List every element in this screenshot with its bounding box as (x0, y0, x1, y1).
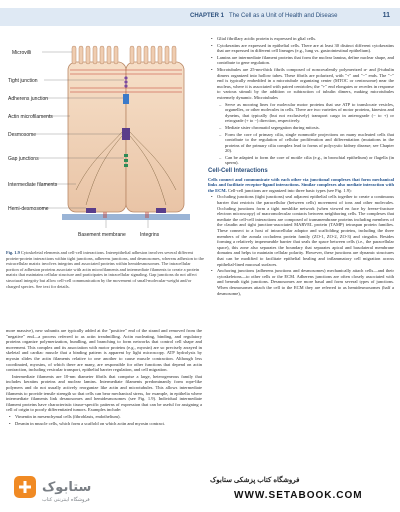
section-lead: Cells connect and communicate with each other via junctional complexes that form mechanical links and facilitate receptor-ligand interactions. Similar complexes also mediate interaction with the ECM. (208, 176, 394, 193)
list-item-anchoring-junctions: • Anchoring junctions (adherens junctions and desmosomes) mechanically attach cells—and their cytoskeletons—to other cells or the ECM. Adherens junctions are often closely associated with and beneath tight junctions. Desmosomes are more basal and form several types of junctions. When desmosomes attach the cell to the ECM they are referred to as hemidesmosomes (half a desmosome), (208, 268, 394, 296)
running-head (190, 13, 337, 19)
hemidesmosome-mark-left (86, 208, 96, 213)
label-tight-junction: Tight junction (8, 78, 38, 84)
right-column (208, 36, 394, 297)
sublist-item-motor-proteins: – Serve as mooring lines for molecular motor proteins that use ATP to translocate vesicles, organelles, or other molecules in cells. There are two varieties of motor proteins, kinesins and dyneins, that typically (but not exclusively) transport cargo in anterograde (− to +) or retrograde (+ to −) direction, respectively. (208, 102, 394, 124)
chapter-title: The Cell as a Unit of Health and Disease (229, 13, 338, 19)
list-item-lamins: • Lamins are intermediate filament proteins that form the nuclear lamina, define nuclear shape, and contribute to gene regulation. (208, 55, 394, 66)
section-heading: Cell-Cell Interactions (208, 168, 268, 175)
list-item-occluding-junctions: • Occluding junctions (tight junctions) seal adjacent epithelial cells together to create a continuous barrier that restricts the paracellular (between cells) movement of ions and other molecules. Occluding junctions form a tight meshlike network (when viewed en face by freeze-fracture electron microscopy) of macromolecular contacts between neighboring cells. The complexes that mediate the cell-cell interactions are composed of transmembrane proteins including members of the claudin and tight junction-associated MARVEL protein (TAMP) tetraspan protein families. These connect to a host of intracellular adaptor and scaffolding proteins, including the three members of the zonula occludens protein family (ZO-1, ZO-2, ZO-3) and cingulin. Besides forming a relatively impermeable barrier that seals the space between cells (i.e., the paracellular space), this zone also separates the boundary that separates apical and basolateral membrane domains and helps to maintain cellular polarity. However, these junctions are dynamic structures that can be modified to facilitate epithelial healing and inflammatory cell migration across epithelial-lined mucosal surfaces. (208, 194, 394, 267)
list-item-vimentin: • Vimentin in mesenchymal cells (fibroblasts, endothelium). (6, 414, 202, 420)
list-item-gfap: • Glial fibrillary acidic protein is expressed in glial cells. (208, 36, 394, 42)
label-gap-junctions: Gap junctions (8, 156, 39, 162)
figure-caption (6, 250, 204, 289)
label-basement-membrane: Basement membrane (78, 232, 126, 238)
left-column (6, 328, 202, 427)
footer-brand: فروشگاه کتاب پزشکی ستابوک (210, 477, 300, 484)
section-intro (208, 177, 394, 194)
label-intermediate-filaments: Intermediate filaments (8, 182, 58, 188)
sublist-item-chromatid: – Mediate sister chromatid segregation during mitosis. (208, 125, 394, 131)
list-item-desmin: • Desmin in muscle cells, which form a scaffold on which actin and myosin contract. (6, 421, 202, 427)
svg-text:فروشگاه اینترنتی کتاب: فروشگاه اینترنتی کتاب (42, 497, 90, 503)
label-actin-microfilaments: Actin microfilaments (8, 114, 53, 120)
label-desmosome: Desmosome (8, 132, 37, 138)
caption-label: Fig. 1.9 (6, 250, 20, 255)
microvilli-group (72, 46, 176, 64)
page-number: 11 (382, 12, 390, 19)
tight-junction-mark (124, 76, 127, 87)
setabook-logo (12, 470, 104, 506)
paragraph-intermediate-filaments: Intermediate filaments are 10-nm diameter fibrils that comprise a large, heterogeneous family that includes keratins proteins and nuclear lamins. Intermediate filaments predominantly form rope-like polymers and do not usually actively reorganize like actin and microtubules. This allows intermediate filaments to provide tensile strength so that cells can bear mechanical stress, for example, in epithelia where intermediate filaments link desmosomes and hemidesmosomes (see Fig. 1.9). Individual intermediate filament proteins have characteristic tissue-specific patterns of expression that can be useful for assigning a cell of origin to poorly differentiated tumors. Examples include: (6, 373, 202, 413)
chapter-label: CHAPTER 1 (190, 13, 225, 19)
label-microvilli: Microvilli (12, 50, 32, 56)
list-item-microtubules: • Microtubules are 25-nm-thick fibrils composed of noncovalently polymerized α- and β-tubulin dimers organized into hollow tubes. These fibrils are polarized, with "+" and "−" ends. The "−" end is typically embedded in a microtubule organizing center (MTOC or centrosome) near the nucleus, where it is associated with paired centrioles; the "+" end elongates or recedes in response to various stimuli by the addition or subtraction of tubulin dimers, making microtubules extremely dynamic. Microtubules (208, 67, 394, 101)
desmosome-mark (122, 128, 130, 140)
hemidesmosome-mark-right (156, 208, 166, 213)
sublist-item-motile-cilia: – Can be adapted to form the core of motile cilia (e.g., in bronchial epithelium) or flagella (in sperm). (208, 155, 394, 166)
label-hemidesmosome: Hemi-desmosome (8, 206, 49, 212)
sublist-item-primary-cilia: – Form the core of primary cilia, single nonmotile projections on many nucleated cells that contribute to the regulation of cellular proliferation and differentiation (mutations in the proteins of the primary cilia complex lead to forms of polycystic kidney disease; see Chapter 20). (208, 132, 394, 154)
gap-junction-mark (124, 154, 128, 167)
svg-text:ستابوک: ستابوک (42, 480, 92, 495)
section-rest: Cell-cell junctions are organized into three basic types (see Fig. 1.9): (227, 187, 352, 193)
cell-junction-figure (6, 40, 206, 245)
adherens-junction-mark (123, 94, 129, 104)
paragraph-actin: more massive), new subunits are typically added at the "positive" end of the strand and removed from the "negative" end—a process referred to as actin treadmilling. Actin nucleating, binding, and regulatory proteins organize polymerization, bundling, and branching to form networks that control cell shape and movement. This complex and its association with motor proteins (e.g., myosin) are so precisely arrayed in skeletal and cardiac muscle that a binding pattern is apparent by light microscopy. ATP hydrolysis by myosin slides the actin filaments relative to one another to cause muscle contraction. Although less coordinated, myosins, of which there are many, are responsible for other functions that depend on actin contraction, including vesicular transport, epithelial barrier regulation, and cell migration. (6, 328, 202, 373)
page-header (0, 0, 400, 32)
basement-membrane-band (62, 214, 190, 220)
footer-url[interactable]: WWW.SETABOOK.COM (234, 490, 363, 501)
label-adherens-junction: Adherens junction (8, 96, 49, 102)
label-integrins: Integrins (140, 232, 160, 238)
caption-text: Cytoskeletal elements and cell-cell interactions. Interepithelial adhesion involves several different protein-protein interactions within tight junctions, adherens junctions, and desmosomes, whereas adhesion to the extracellular matrix involves integrins and associated proteins within hemidesmosomes. The intracellular portion of adhesion proteins associate with actin microfilaments and intermediate filaments to create a protein matrix that maintains cellular structure and participates in intracellular signaling. Gap junctions do not affect structural integrity but allow cell-cell communication by the movement of small-molecular-weight and/or charged species. See text for details. (6, 250, 204, 289)
list-item-cytokeratins: • Cytokeratins are expressed in epithelial cells. There are at least 30 distinct different cytokeratins that are expressed in different cell lineages (e.g., lung vs. gastrointestinal epithelium). (208, 43, 394, 54)
